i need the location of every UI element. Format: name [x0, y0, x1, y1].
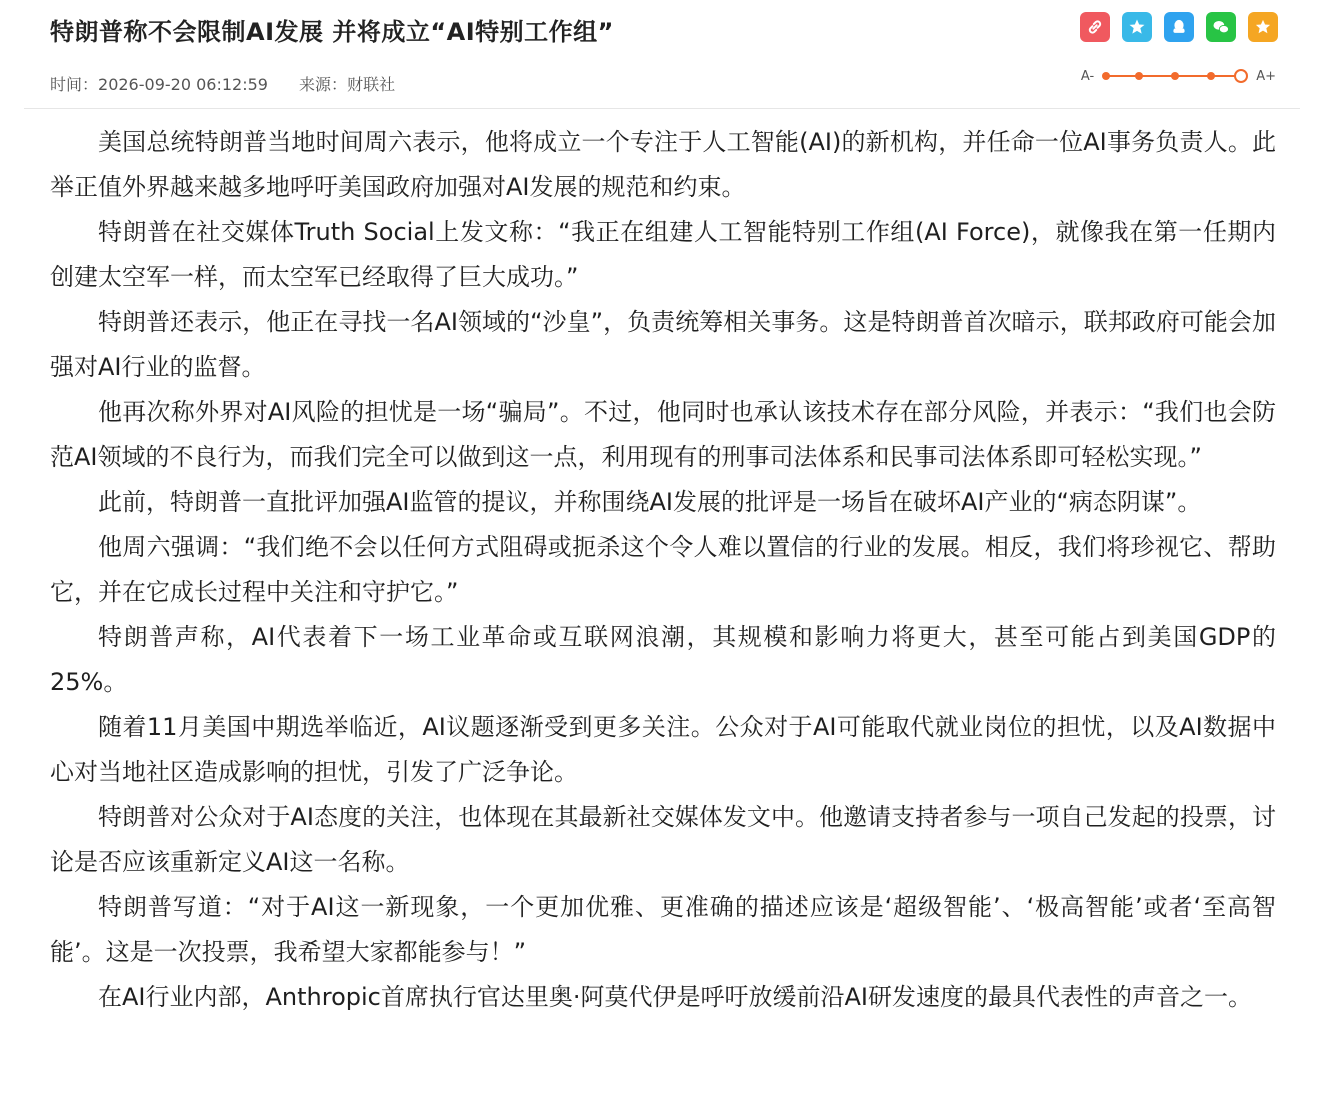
share-qzone-button[interactable]: [1122, 12, 1152, 42]
slider-knob[interactable]: [1234, 69, 1248, 83]
paragraph: 特朗普声称，AI代表着下一场工业革命或互联网浪潮，其规模和影响力将更大，甚至可能占到美国GDP的25%。: [50, 623, 1276, 696]
paragraph: 他周六强调：“我们绝不会以任何方式阻碍或扼杀这个令人难以置信的行业的发展。相反，我们将珍视它、帮助它，并在它成长过程中关注和守护它。”: [50, 533, 1276, 606]
qzone-icon: [1127, 17, 1147, 37]
qq-icon: [1169, 17, 1189, 37]
slider-step[interactable]: [1102, 72, 1110, 80]
share-qq-button[interactable]: [1164, 12, 1194, 42]
article-meta: [50, 72, 421, 95]
link-icon: [1085, 17, 1105, 37]
source-label: 来源：: [299, 75, 348, 94]
paragraph: 特朗普在社交媒体Truth Social上发文称：“我正在组建人工智能特别工作组(AI Force)，就像我在第一任期内创建太空军一样，而太空军已经取得了巨大成功。”: [50, 218, 1276, 291]
article-body: [50, 120, 1276, 1020]
paragraph: 特朗普写道：“对于AI这一新现象，一个更加优雅、更准确的描述应该是‘超级智能’、‘极高智能’或者‘至高智能’。这是一次投票，我希望大家都能参与！”: [50, 893, 1276, 966]
font-decrease-button[interactable]: A-: [1080, 68, 1095, 84]
article-title: 特朗普称不会限制AI发展 并将成立“AI特别工作组”: [50, 18, 614, 46]
share-link-button[interactable]: [1080, 12, 1110, 42]
time-value: 2026-09-20 06:12:59: [98, 75, 268, 94]
paragraph: 随着11月美国中期选举临近，AI议题逐渐受到更多关注。公众对于AI可能取代就业岗位的担忧，以及AI数据中心对当地社区造成影响的担忧，引发了广泛争论。: [50, 713, 1276, 786]
font-size-slider[interactable]: [1102, 66, 1248, 86]
time-label: 时间：: [50, 75, 99, 94]
font-increase-button[interactable]: A+: [1256, 68, 1276, 84]
header-divider: [24, 108, 1300, 109]
paragraph: 在AI行业内部，Anthropic首席执行官达里奥·阿莫代伊是呼吁放缓前沿AI研发速度的最具代表性的声音之一。: [98, 983, 1252, 1011]
paragraph: 他再次称外界对AI风险的担忧是一场“骗局”。不过，他同时也承认该技术存在部分风险，并表示：“我们也会防范AI领域的不良行为，而我们完全可以做到这一点，利用现有的刑事司法体系和民事司法体系即可轻松实现。”: [50, 398, 1276, 471]
share-wechat-button[interactable]: [1206, 12, 1236, 42]
share-toolbar: [1080, 12, 1278, 42]
publish-time: [50, 75, 268, 94]
paragraph: 特朗普对公众对于AI态度的关注，也体现在其最新社交媒体发文中。他邀请支持者参与一项自己发起的投票，讨论是否应该重新定义AI这一名称。: [50, 803, 1276, 876]
favorite-star-icon: [1253, 17, 1273, 37]
slider-step[interactable]: [1207, 72, 1215, 80]
source-value: 财联社: [347, 75, 396, 94]
paragraph: 此前，特朗普一直批评加强AI监管的提议，并称围绕AI发展的批评是一场旨在破坏AI产业的“病态阴谋”。: [98, 488, 1202, 516]
slider-step[interactable]: [1135, 72, 1143, 80]
slider-step[interactable]: [1171, 72, 1179, 80]
paragraph: 美国总统特朗普当地时间周六表示，他将成立一个专注于人工智能(AI)的新机构，并任命一位AI事务负责人。此举正值外界越来越多地呼吁美国政府加强对AI发展的规范和约束。: [50, 128, 1276, 201]
article-header: [0, 0, 1320, 108]
wechat-icon: [1211, 17, 1231, 37]
paragraph: 特朗普还表示，他正在寻找一名AI领域的“沙皇”，负责统筹相关事务。这是特朗普首次暗示，联邦政府可能会加强对AI行业的监督。: [50, 308, 1276, 381]
favorite-button[interactable]: [1248, 12, 1278, 42]
article-source: [299, 75, 395, 94]
font-size-control: [1081, 66, 1276, 86]
